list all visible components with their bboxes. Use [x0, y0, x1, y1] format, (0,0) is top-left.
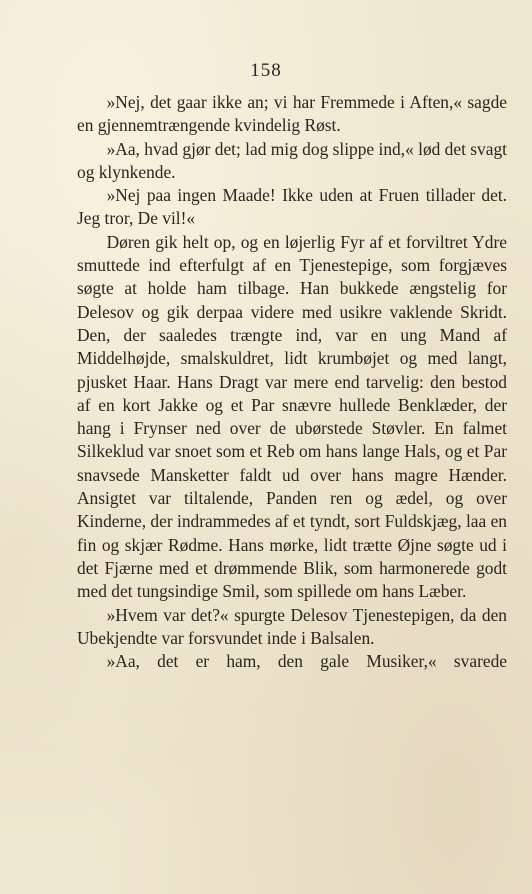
paragraph: »Nej paa ingen Maade! Ikke uden at Fruen tillader det. Jeg tror, De vil!«	[77, 185, 507, 229]
body-text	[77, 91, 507, 673]
paragraph: Døren gik helt op, og en løjerlig Fyr af et forviltret Ydre smuttede ind efterfulgt af en Tjenestepige, som forgjæves søgte at holde ham tilbage. Han bukkede ængstelig for Delesov og gik derpaa videre med usikre vaklende Skridt. Den, der saaledes trængte ind, var en ung Mand af Middelhøjde, smalskuldret, lidt krumbøjet og med langt, pjusket Haar. Hans Dragt var mere end tarvelig: den bestod af en kort Jakke og et Par snævre hullede Benklæder, der hang i Frynser ned over de ubørstede Støvler. En falmet Silkeklud var snoet som et Reb om hans lange Hals, og et Par snavsede Mansketter faldt ud over hans magre Hænder. Ansigtet var tiltalende, Panden ren og ædel, og over Kinderne, der indrammedes af et tyndt, sort Fuldskjæg, laa en fin og skjær Rødme. Hans mørke, lidt trætte Øjne søgte ud i det Fjærne med et drømmende Blik, som harmonerede godt med det tungsindige Smil, som spillede om hans Læber.	[77, 231, 507, 602]
paragraph: »Nej, det gaar ikke an; vi har Fremmede i Aften,« sagde en gjennemtrængende kvindelig Røst.	[77, 92, 507, 136]
paragraph: »Hvem var det?« spurgte Delesov Tjenestepigen, da den Ubekjendte var forsvundet inde i Balsalen.	[77, 604, 507, 648]
paragraph: »Aa, det er ham, den gale Musiker,« svarede	[106, 651, 507, 672]
page-number: 158	[250, 60, 282, 81]
paragraph: »Aa, hvad gjør det; lad mig dog slippe ind,« lød det svagt og klynkende.	[77, 138, 507, 182]
